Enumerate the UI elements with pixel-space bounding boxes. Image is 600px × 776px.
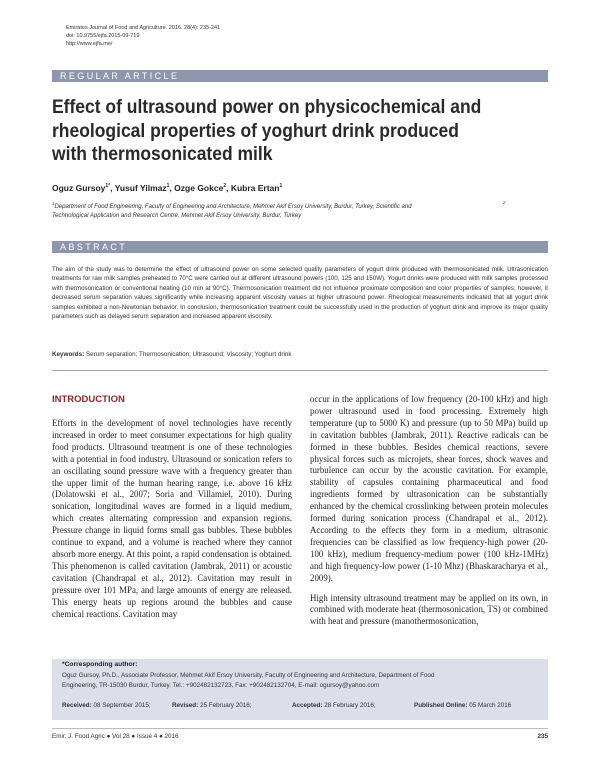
published-date [414, 702, 511, 709]
keywords-label: Keywords: [52, 351, 85, 358]
revised-value: 25 February 2016; [200, 702, 252, 709]
accepted-label: Accepted: [292, 702, 323, 709]
received-date [62, 702, 151, 709]
author-name: Oguz Gursoy [52, 183, 106, 193]
page-footer [52, 733, 548, 740]
affiliation-line-1: Department of Food Engineering, Faculty of Engineering and Architecture, Mehmet Akif Ersoy University, Burdur, Turkey, Scientific and [54, 204, 412, 210]
author-name: Ozge Gokce [174, 183, 224, 193]
correspondence-line-2[interactable]: Engineering, TR-15030 Burdur, Turkey. Tel.: +902482132723, Fax: +902482132704, E-mail: ogursoy@yahoo.com [62, 681, 380, 689]
author-name: Kubra Ertan [230, 183, 280, 193]
abstract-divider [52, 370, 548, 371]
body-column-left [52, 418, 292, 620]
affiliations [52, 199, 552, 221]
correspondence-details [62, 671, 542, 690]
article-dates [62, 702, 538, 711]
intro-paragraph-1: Efforts in the development of novel technologies have recently increased in order to meet consumer expectations for high quality food products. Ultrasound treatment is one of these technologies with a potential in food industry. Ultrasound or sonication refers to an oscillating sound pressure wave with a frequency greater than the upper limit of the human hearing range, i.e. above 16 kHz (Dolatowski et al., 2007; Soria and Villamiel, 2010). During sonication, longitudinal waves are formed in a liquid medium, which creates alternating compression and expansion regions. Pressure change in liquid forms small gas bubbles. These bubbles continue to expand, and a volume is reached where they cannot absorb more energy. At this point, a rapid condensation is obtained. This phenomenon is called cavitation (Jambrak, 2011) or acoustic cavitation (Chandrapal et al., 2012). Cavitation may result in pressure over 101 MPa, and large amounts of energy are released. This energy heats up regions around the bubbles and cause chemical reactions. Cavitation may [52, 418, 292, 619]
footer-divider [52, 728, 548, 729]
accepted-date [292, 702, 376, 709]
keywords-text: Serum separation; Thermosonication; Ultrasound; Viscosity; Yoghurt drink [85, 351, 292, 358]
received-value: 08 September 2015; [93, 702, 151, 709]
author-list: Oguz Gursoy$^{1*}$, Yusuf Yilmaz$^1$, Ozge Gokce$^2$, Kubra Ertan$^1$ [52, 183, 283, 193]
correspondence-box [52, 659, 548, 720]
abstract-text: The aim of the study was to determine the effect of ultrasound power on some selected quality parameters of yogurt drink produced with thermosonicated milk. Ultrasonication treatments for raw milk samples preheated to 70°C were carried out at different ultrasound powers (100, 125 and 150W). Yogurt drinks were produced with milk samples processed with thermosonication or conventional heating (10 min at 90°C). Thermosonication treatment did not influence proximate composition and color properties of samples; however, it decreased serum separation values significantly while increasing apparent viscosity values at higher ultrasound power. Rheological measurements indicated that all yogurt drink samples exhibited a non-Newtonian behavior. In conclusion, thermosonication treatment could be successfully used in the production of yoghurt drink and improve its major quality parameters such as delayed serum separation and increased apparent viscosity. [52, 266, 548, 321]
journal-header [66, 24, 220, 48]
affiliation-line-2: Technological Application and Research Centre, Mehmet Akif Ersoy University, Burdur, Turkey [52, 213, 302, 219]
intro-paragraph-2: occur in the applications of low frequency (20-100 kHz) and high power ultrasound used in food processing. Extremely high temperature (up to 5000 K) and pressure (up to 50 MPa) build up in cavitation bubbles (Jambrak, 2011). Reactive radicals can be formed in these bubbles. Besides chemical reactions, severe physical forces such as microjets, shear forces, shock waves and turbulence can occur by the acoustic cavitation. For example, stability of capsules containing pharmaceutical and food ingredients formed by ultrasonication can be substantially enhanced by the chemical crosslinking between protein molecules formed during sonication process (Chandrapal et al., 2012). According to the effects they form in a medium, ultrasonic frequencies can be classified as low frequency-high power (20-100 kHz), medium frequency-medium power (100 kHz-1MHz) and high frequency-low power (1-10 Mhz) (Bhaskaracharya et al., 2009). [310, 394, 548, 583]
footer-citation: Emir. J. Food Agric ● Vol 28 ● Issue 4 ● 2016 [52, 733, 179, 740]
journal-citation-line: Emirates Journal of Food and Agriculture. 2016. 28(4): 235-241 [66, 25, 221, 31]
page-number: 235 [537, 733, 548, 740]
doi-line[interactable]: doi: 10.9755/ejfa.2015-09-719 [66, 33, 140, 39]
abstract-label-band: ABSTRACT [52, 241, 548, 253]
section-label-band: REGULAR ARTICLE [52, 70, 548, 82]
body-column-right [310, 394, 548, 628]
correspondence-heading: *Corresponding author: [62, 661, 138, 668]
published-value: 05 March 2016 [469, 702, 512, 709]
revised-date [172, 702, 251, 709]
affiliation-mark: 1 [52, 201, 55, 206]
author-name: Yusuf Yilmaz [114, 183, 167, 193]
published-label: Published Online: [414, 702, 468, 709]
intro-paragraph-3: High intensity ultrasound treatment may be applied on its own, in combined with moderate heat (thermosonication, TS) or combined with heat and pressure (manothermosonication, [310, 592, 548, 627]
author-mark: 1 [166, 183, 170, 190]
introduction-heading: INTRODUCTION [52, 394, 125, 405]
revised-label: Revised: [172, 702, 199, 709]
article-title: Effect of ultrasound power on physicochemical and rheological properties of yoghurt drink produced with thermosonicated milk [52, 97, 482, 165]
affiliation-mark-2: 2 [503, 200, 506, 205]
accepted-value: 28 February 2016; [324, 702, 376, 709]
keywords [52, 351, 292, 358]
correspondence-line-1: Oguz Gursoy, Ph.D., Associate Professor, Mehmet Akif Ersoy University, Faculty of Engineering and Architecture, Department of Food [62, 672, 435, 679]
author-mark: 1 [279, 183, 283, 190]
received-label: Received: [62, 702, 92, 709]
author-mark: 2 [223, 183, 227, 190]
journal-url[interactable]: http://www.ejfa.me/ [66, 41, 113, 47]
author-mark: 1* [105, 183, 111, 190]
